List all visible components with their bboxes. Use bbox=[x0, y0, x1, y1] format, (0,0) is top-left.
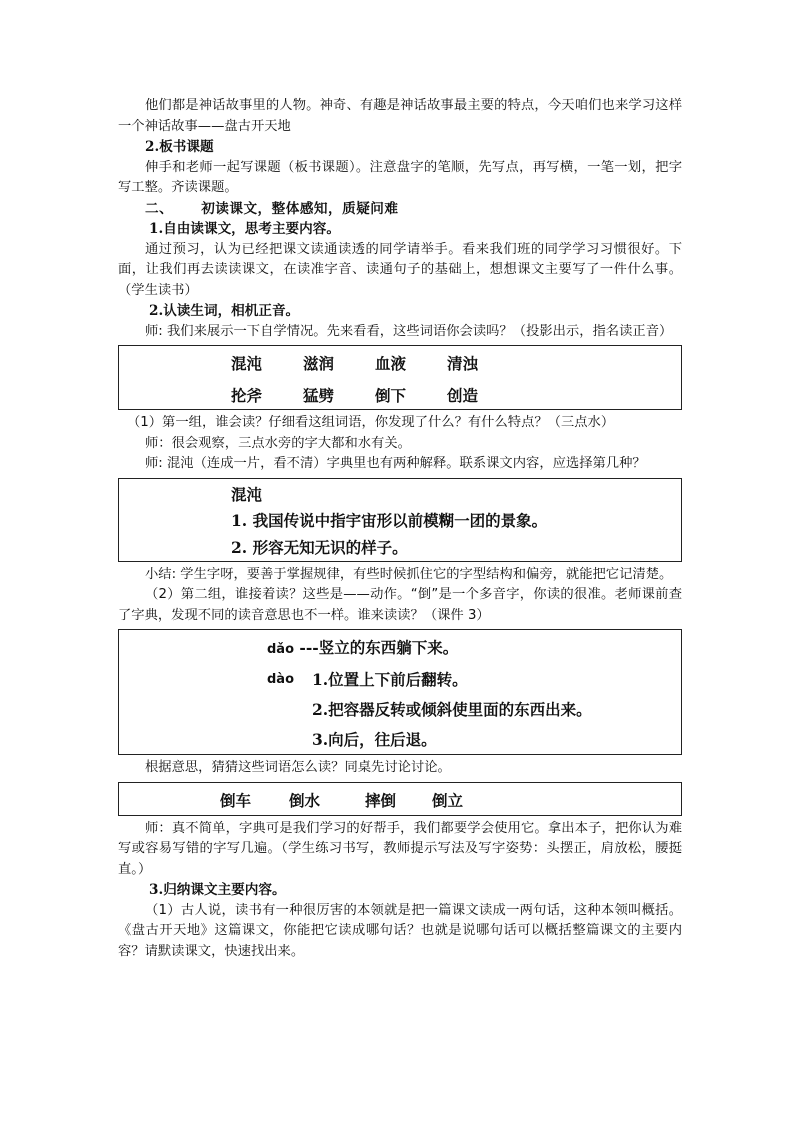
dao4-definition-2: 2.把容器反转或倾斜使里面的东西出来。 bbox=[312, 700, 592, 719]
vocab-word: 创造 bbox=[447, 386, 479, 405]
hundun-definition-2: 2. 形容无知无识的样子。 bbox=[231, 537, 408, 557]
summary-paragraph: 小结: 学生字呀，要善于掌握规律，有些时候抓住它的字型结构和偏旁，就能把它记清楚。 bbox=[145, 566, 673, 582]
lesson-plan-page bbox=[118, 96, 682, 962]
hundun-definition-1: 1. 我国传说中指宇宙形以前模糊一团的景象。 bbox=[231, 510, 548, 530]
group-two-paragraph: （2）第二组，谁接着读？这些是——动作。“倒”是一个多音字，你读的很准。老师课前查了字典，发现不同的读音意思也不一样。谁来读读？（课件 3） bbox=[118, 587, 682, 623]
guess-paragraph: 根据意思，猜猜这些词语怎么读？同桌先讨论讨论。 bbox=[145, 760, 451, 775]
section-two-number: 二、 bbox=[145, 200, 174, 217]
intro-paragraph: 他们都是神话故事里的人物。神奇、有趣是神话故事最主要的特点，今天咱们也来学习这样一个神话故事——盘古开天地 bbox=[118, 98, 682, 134]
section-two-title: 初读课文，整体感知，质疑问难 bbox=[201, 200, 399, 217]
hundun-question: 师: 混沌（连成一片，看不清）字典里也有两种解释。联系课文内容，应选择第几种？ bbox=[145, 456, 646, 471]
pinyin-dao4: dào bbox=[267, 672, 295, 687]
vocab-word: 倒下 bbox=[375, 386, 407, 405]
vocabulary-box bbox=[118, 345, 682, 410]
vocab-word: 猛劈 bbox=[303, 386, 335, 405]
dao-word: 摔倒 bbox=[365, 790, 397, 810]
heading-new-words: 2.认读生词，相机正音。 bbox=[149, 303, 300, 319]
dao-third-tone-line bbox=[267, 636, 458, 658]
dao-pronunciation-box bbox=[118, 629, 682, 755]
dao-word: 倒立 bbox=[432, 790, 464, 810]
heading-free-reading: 1.自由读课文，思考主要内容。 bbox=[149, 221, 340, 237]
dao4-definition-3: 3.向后，往后退。 bbox=[312, 730, 437, 749]
dictionary-paragraph: 师：真不简单，字典可是我们学习的好帮手，我们都要学会使用它。拿出本子，把你认为难写或容易写错的字写几遍。（学生练习书写，教师提示写法及写字姿势：头摆正，肩放松，腰挺直。） bbox=[118, 820, 682, 877]
free-reading-paragraph: 通过预习，认为已经把课文读通读透的同学请举手。看来我们班的同学学习习惯很好。下面，让我们再去读读课文，在读准字音、读通句子的基础上，想想课文主要写了一件什么事。（学生读书） bbox=[118, 241, 682, 298]
vocab-word: 清浊 bbox=[447, 354, 479, 373]
vocab-word: 血液 bbox=[375, 354, 407, 373]
teacher-observation: 师：很会观察，三点水旁的字大都和水有关。 bbox=[145, 435, 411, 451]
dao4-definition-1: 1.位置上下前后翻转。 bbox=[312, 670, 468, 689]
pinyin-dao3: dǎo bbox=[267, 642, 295, 657]
heading-board-title: 2.板书课题 bbox=[145, 139, 214, 155]
vocab-word: 滋润 bbox=[303, 354, 335, 373]
vocab-word: 混沌 bbox=[231, 354, 263, 373]
dao-word: 倒车 bbox=[220, 790, 252, 810]
dao-word: 倒水 bbox=[289, 790, 321, 810]
dao3-definition: ---竖立的东西躺下来。 bbox=[294, 638, 459, 657]
group-one-paragraph: （1）第一组，谁会读？仔细看这组词语，你发现了什么？有什么特点？（三点水） bbox=[127, 415, 615, 430]
hundun-term: 混沌 bbox=[231, 484, 263, 504]
vocab-word: 抡斧 bbox=[231, 386, 263, 405]
heading-main-content: 3.归纳课文主要内容。 bbox=[149, 882, 286, 898]
board-title-paragraph: 伸手和老师一起写课题（板书课题）。注意盘字的笔顺，先写点，再写横，一笔一划，把字写工整。齐读课题。 bbox=[118, 159, 682, 195]
section-two-heading bbox=[118, 199, 682, 220]
dao-words-box bbox=[118, 782, 682, 816]
hundun-definition-box bbox=[118, 478, 682, 562]
main-content-paragraph: （1）古人说，读书有一种很厉害的本领就是把一篇课文读成一两句话，这种本领叫概括。《盘古开天地》这篇课文，你能把它读成哪句话？也就是说哪句话可以概括整篇课文的主要内容？请默读课文，快速找出来。 bbox=[118, 902, 682, 959]
new-words-paragraph: 师: 我们来展示一下自学情况。先来看看，这些词语你会读吗？（投影出示，指名读正音） bbox=[145, 323, 673, 339]
